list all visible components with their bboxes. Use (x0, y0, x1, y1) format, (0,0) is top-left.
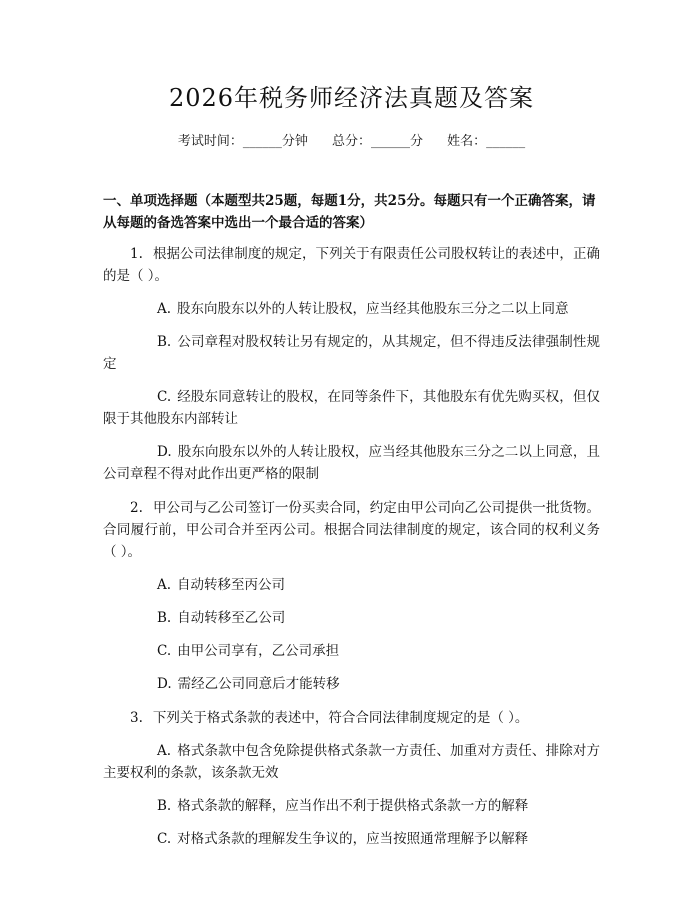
option-letter: D. (157, 676, 172, 692)
total-score-field: 总分：______分 (331, 134, 423, 149)
option-text: 股东向股东以外的人转让股权，应当经其他股东三分之二以上同意，且公司章程不得对此作出更严格的限制 (103, 444, 600, 482)
option-letter: A. (157, 743, 172, 759)
option-letter: A. (157, 577, 172, 593)
option-letter: C. (157, 831, 172, 847)
option-2b (103, 607, 600, 629)
option-1b (103, 331, 600, 375)
question-number: 1. (130, 246, 143, 262)
name-field: 姓名：______ (447, 134, 526, 149)
option-text: 经股东同意转让的股权，在同等条件下，其他股东有优先购买权，但仅限于其他股东内部转让 (103, 389, 600, 427)
option-text: 自动转移至丙公司 (177, 577, 286, 593)
option-text: 对格式条款的理解发生争议的，应当按照通常理解予以解释 (177, 831, 529, 847)
option-letter: C. (157, 389, 172, 405)
document-title: 2026年税务师经济法真题及答案 (168, 84, 535, 112)
question-stem: 甲公司与乙公司签订一份买卖合同，约定由甲公司向乙公司提供一批货物。合同履行前，甲公司合并至丙公司。根据合同法律制度的规定，该合同的权利义务（ ）。 (103, 500, 600, 560)
exam-time-field: 考试时间：______分钟 (177, 134, 308, 149)
option-letter: C. (157, 643, 172, 659)
question-1 (103, 243, 600, 287)
option-letter: A. (157, 301, 172, 317)
option-2a (103, 574, 600, 596)
question-2 (103, 497, 600, 563)
question-stem: 根据公司法律制度的规定，下列关于有限责任公司股权转让的表述中，正确的是（ ）。 (103, 246, 600, 284)
question-number: 2. (130, 500, 143, 516)
question-3 (103, 707, 600, 729)
option-letter: D. (157, 444, 172, 460)
option-text: 股东向股东以外的人转让股权，应当经其他股东三分之二以上同意 (177, 301, 569, 317)
exam-info-line (103, 132, 600, 152)
option-1a (103, 298, 600, 320)
section-heading-single-choice: 一、单项选择题（本题型共25题，每题1分，共25分。每题只有一个正确答案，请从每题的备选答案中选出一个最合适的答案） (103, 193, 596, 231)
option-letter: B. (157, 610, 172, 626)
option-text: 公司章程对股权转让另有规定的，从其规定，但不得违反法律强制性规定 (103, 334, 600, 372)
option-text: 由甲公司享有，乙公司承担 (177, 643, 340, 659)
option-text: 需经乙公司同意后才能转移 (177, 676, 340, 692)
option-2c (103, 640, 600, 662)
option-text: 格式条款中包含免除提供格式条款一方责任、加重对方责任、排除对方主要权利的条款，该条款无效 (103, 743, 600, 781)
question-stem: 下列关于格式条款的表述中，符合合同法律制度规定的是（ ）。 (152, 710, 529, 726)
option-text: 格式条款的解释，应当作出不利于提供格式条款一方的解释 (177, 798, 529, 814)
option-text: 自动转移至乙公司 (177, 610, 286, 626)
option-3a (103, 740, 600, 784)
option-3c (103, 828, 600, 850)
option-3b (103, 795, 600, 817)
option-letter: B. (157, 334, 172, 350)
question-number: 3. (130, 710, 143, 726)
option-1d (103, 441, 600, 485)
option-2d (103, 673, 600, 695)
option-letter: B. (157, 798, 172, 814)
option-1c (103, 386, 600, 430)
